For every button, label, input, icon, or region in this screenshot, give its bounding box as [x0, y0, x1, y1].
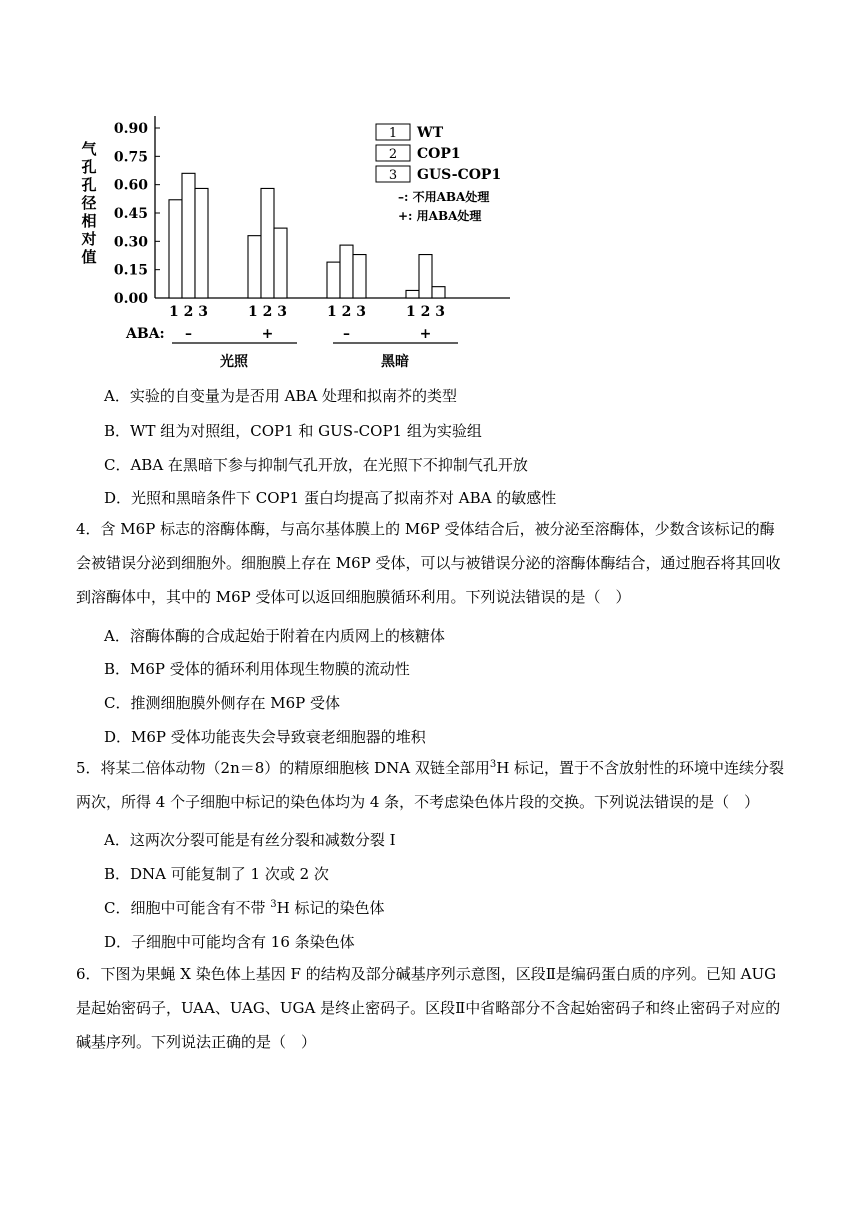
bar	[419, 255, 432, 298]
q5-option-a: A．这两次分裂可能是有丝分裂和减数分裂 Ⅰ	[104, 831, 396, 849]
legend-note: +: 用ABA处理	[398, 209, 482, 223]
aba-sign-label: +	[419, 326, 432, 342]
bar	[261, 188, 274, 298]
bar-number-label: 1 2 3	[248, 304, 287, 320]
y-tick-label: 0.15	[113, 262, 148, 279]
q5-option-c: C．细胞中可能含有不带 $^3$H 标记的染色体	[104, 899, 385, 917]
bar-chart	[70, 108, 540, 378]
q6-stem: 6．下图为果蝇 X 染色体上基因 F 的结构及部分碱基序列示意图，区段Ⅱ是编码蛋白质的序列。已知 AUG 是起始密码子，UAA、UAG、UGA 是终止密码子。区段Ⅱ中省略部分不含起始密码子和终止密码子对应的碱基序列。下列说法正确的是（ ）	[76, 965, 781, 1051]
legend-number: 1	[388, 126, 398, 141]
bar	[169, 200, 182, 298]
q4-option-b: B．M6P 受体的循环利用体现生物膜的流动性	[104, 660, 410, 678]
q4-option-c: C．推测细胞膜外侧存在 M6P 受体	[104, 694, 341, 712]
y-tick-label: 0.30	[113, 234, 148, 251]
bar	[432, 287, 445, 298]
bar	[248, 236, 261, 298]
y-tick-label: 0.00	[113, 291, 148, 307]
legend-name: WT	[417, 125, 444, 141]
aba-sign-label: –	[185, 326, 192, 342]
q3-option-c: C．ABA 在黑暗下参与抑制气孔开放，在光照下不抑制气孔开放	[104, 456, 528, 474]
q4-stem: 4．含 M6P 标志的溶酶体酶，与高尔基体膜上的 M6P 受体结合后，被分泌至溶酶体，少数含该标记的酶会被错误分泌到细胞外。细胞膜上存在 M6P 受体，可以与被错误分泌的溶酶体酶结合，通过胞吞将其回收到溶酶体中，其中的 M6P 受体可以返回细胞膜循环利用。下列说法错误的是（ ）	[76, 520, 781, 606]
legend-number: 3	[388, 168, 398, 183]
bar-number-label: 1 2 3	[406, 304, 445, 320]
q5-stem: 5．将某二倍体动物（2n＝8）的精原细胞核 DNA 双链全部用$^3$H 标记，置于不含放射性的环境中连续分裂两次，所得 4 个子细胞中标记的染色体均为 4 条，不考虑染色体片段的交换。下列说法错误的是（ ）	[76, 759, 785, 811]
legend-name: GUS-COP1	[417, 167, 502, 183]
aba-sign-label: +	[261, 326, 274, 342]
aba-label: ABA:	[126, 326, 165, 342]
y-axis-label: 气 孔 孔 径 相 对 值	[81, 140, 97, 266]
bar-number-label: 1 2 3	[327, 304, 366, 320]
bar	[353, 255, 366, 298]
bar	[182, 173, 195, 298]
y-tick-label: 0.45	[113, 206, 148, 222]
aba-sign-label: –	[343, 326, 350, 342]
q3-option-a: A．实验的自变量为是否用 ABA 处理和拟南芥的类型	[104, 387, 458, 405]
bar	[327, 262, 340, 298]
bar	[340, 245, 353, 298]
y-tick-label: 0.60	[113, 177, 148, 194]
q3-option-d: D．光照和黑暗条件下 COP1 蛋白均提高了拟南芥对 ABA 的敏感性	[104, 489, 557, 507]
q4-option-d: D．M6P 受体功能丧失会导致衰老细胞器的堆积	[104, 728, 426, 746]
y-tick-label: 0.90	[113, 121, 148, 137]
legend-name: COP1	[417, 146, 461, 162]
bar	[406, 290, 419, 298]
q4-option-a: A．溶酶体酶的合成起始于附着在内质网上的核糖体	[104, 627, 445, 645]
q3-option-b: B．WT 组为对照组，COP1 和 GUS-COP1 组为实验组	[104, 422, 482, 440]
q5-option-b: B．DNA 可能复制了 1 次或 2 次	[104, 865, 329, 883]
q5-option-d: D．子细胞中可能均含有 16 条染色体	[104, 933, 355, 951]
legend-number: 2	[388, 147, 398, 162]
legend-note: –: 不用ABA处理	[398, 190, 490, 204]
bar-number-label: 1 2 3	[169, 304, 208, 320]
condition-label-light: 光照	[220, 354, 248, 370]
condition-label-dark: 黑暗	[381, 354, 409, 370]
bar	[195, 188, 208, 298]
bar	[274, 228, 287, 298]
y-tick-label: 0.75	[113, 149, 148, 166]
